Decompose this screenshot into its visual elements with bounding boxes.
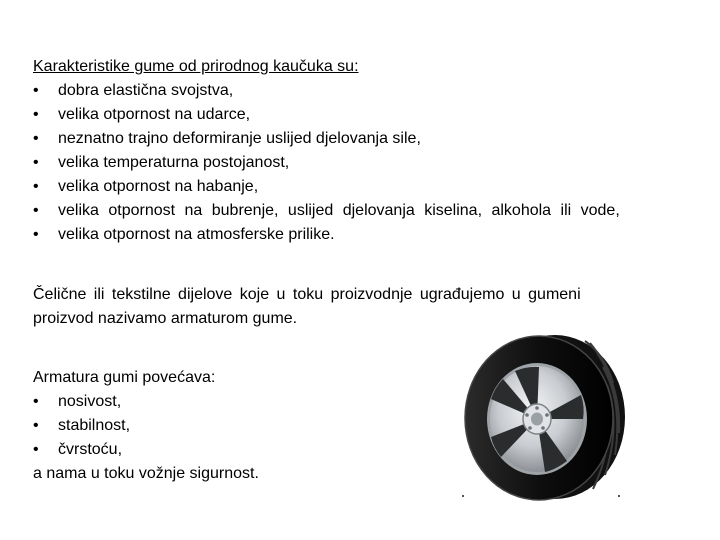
paragraph-line: Čelične ili tekstilne dijelove koje u toku proizvodnje ugrađujemo u gumeni bbox=[33, 286, 581, 303]
bullet: • bbox=[33, 106, 39, 123]
armatura-closing: a nama u toku vožnje sigurnost. bbox=[33, 465, 259, 482]
list-item: • dobra elastična svojstva, bbox=[33, 79, 683, 103]
paragraph-line: proizvod nazivamo armaturom gume. bbox=[33, 310, 298, 327]
list-item: • čvrstoću, bbox=[33, 438, 463, 462]
armature-definition-paragraph bbox=[33, 283, 683, 331]
bullet: • bbox=[33, 202, 39, 219]
decoration-dot bbox=[462, 495, 464, 497]
bullet: • bbox=[33, 178, 39, 195]
bullet: • bbox=[33, 130, 39, 147]
bullet: • bbox=[33, 393, 39, 410]
list-item: • velika otpornost na bubrenje, uslijed djelovanja kiselina, alkohola ili vode, bbox=[33, 199, 683, 223]
tire-icon bbox=[455, 333, 630, 503]
tire-image bbox=[455, 333, 630, 503]
bullet: • bbox=[33, 441, 39, 458]
bullet: • bbox=[33, 226, 39, 243]
list-item: • neznatno trajno deformiranje uslijed djelovanja sile, bbox=[33, 127, 683, 151]
list-item: • velika otpornost na udarce, bbox=[33, 103, 683, 127]
armatura-section bbox=[33, 366, 463, 486]
list-item: • velika temperaturna postojanost, bbox=[33, 151, 683, 175]
list-item: • nosivost, bbox=[33, 390, 463, 414]
list-item: • velika otpornost na atmosferske prilike. bbox=[33, 223, 683, 247]
bullet: • bbox=[33, 417, 39, 434]
list-item: • velika otpornost na habanje, bbox=[33, 175, 683, 199]
decoration-dot bbox=[618, 495, 620, 497]
bullet: • bbox=[33, 82, 39, 99]
armatura-intro: Armatura gumi povećava: bbox=[33, 369, 216, 386]
list-item: • stabilnost, bbox=[33, 414, 463, 438]
bullet: • bbox=[33, 154, 39, 171]
properties-list bbox=[33, 79, 683, 247]
properties-heading: Karakteristike gume od prirodnog kaučuka su: bbox=[33, 58, 359, 75]
armatura-list bbox=[33, 390, 463, 462]
properties-section bbox=[33, 55, 683, 247]
